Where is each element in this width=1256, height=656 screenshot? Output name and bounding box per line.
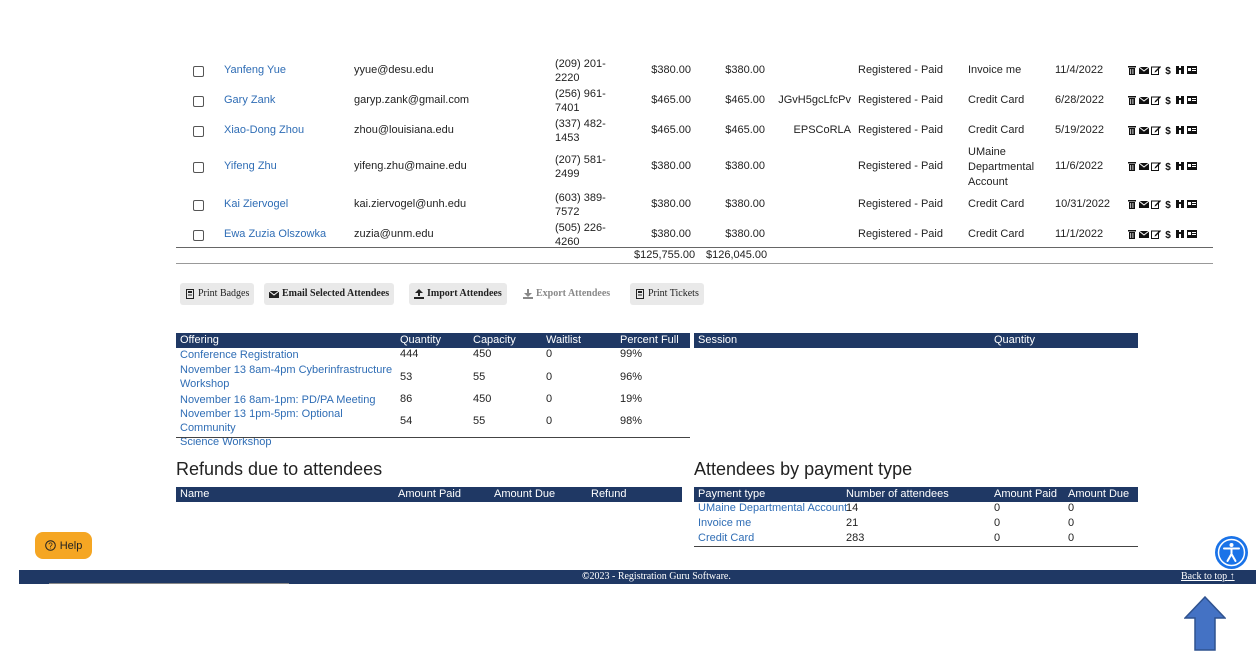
attendee-phone: (505) 226- 4260 xyxy=(555,221,606,248)
amount-due: $465.00 xyxy=(725,123,765,136)
offering-link[interactable]: November 13 1pm-5pm: Optional Community Science Workshop xyxy=(180,408,343,448)
offering-percent-full: 98% xyxy=(620,414,643,427)
offering-quantity: 444 xyxy=(400,348,419,360)
discount-code: EPSCoRLA xyxy=(793,123,851,136)
refund-amount-due-header: Amount Due xyxy=(494,488,556,500)
print-tickets-label: Print Tickets xyxy=(648,288,699,299)
table-row xyxy=(176,86,1213,115)
attendee-name-link[interactable]: Yifeng Zhu xyxy=(224,160,277,172)
session-table-header xyxy=(694,333,1138,348)
attendee-phone: (207) 581- 2499 xyxy=(555,154,606,180)
payment-type-link[interactable]: Credit Card xyxy=(698,532,755,544)
registration-date: 11/4/2022 xyxy=(1055,63,1104,76)
export-attendees-label: Export Attendees xyxy=(536,288,611,299)
ticket-icon xyxy=(635,289,645,299)
registration-status: Registered - Paid xyxy=(858,123,943,136)
amount-paid: $380.00 xyxy=(651,197,691,210)
binoculars-icon[interactable] xyxy=(1175,199,1185,209)
id-card-icon[interactable] xyxy=(1187,199,1197,209)
id-card-icon[interactable] xyxy=(1187,65,1197,75)
pt-amount-paid-header: Amount Paid xyxy=(994,488,1057,500)
edit-icon[interactable] xyxy=(1151,65,1161,75)
svg-text:$: $ xyxy=(1165,229,1171,239)
offering-header: Offering xyxy=(180,334,219,346)
offering-quantity: 86 xyxy=(400,393,413,405)
dollar-icon[interactable] xyxy=(1163,229,1173,239)
trash-icon[interactable] xyxy=(1127,65,1137,75)
offering-waitlist: 0 xyxy=(546,370,553,383)
binoculars-icon[interactable] xyxy=(1175,95,1185,105)
trash-icon[interactable] xyxy=(1127,229,1137,239)
accessibility-icon xyxy=(1215,536,1248,569)
copyright xyxy=(582,570,731,584)
pt-amount-paid: 0 xyxy=(994,502,1001,514)
dollar-icon[interactable] xyxy=(1163,199,1173,209)
svg-text:$: $ xyxy=(1165,125,1171,135)
payment-method: UMaine Departmental Account xyxy=(968,145,1035,188)
envelope-icon[interactable] xyxy=(1139,125,1149,135)
back-to-top-link[interactable] xyxy=(1181,570,1235,584)
offering-quantity: 54 xyxy=(400,414,413,427)
payment-type-title: Attendees by payment type xyxy=(694,459,913,479)
row-checkbox[interactable] xyxy=(193,96,204,107)
attendee-name-link[interactable]: Ewa Zuzia Olszowka xyxy=(224,227,327,240)
amount-due: $380.00 xyxy=(725,197,765,210)
print-badges-button[interactable] xyxy=(180,283,254,305)
row-actions xyxy=(1127,199,1197,209)
row-actions xyxy=(1127,229,1197,239)
binoculars-icon[interactable] xyxy=(1175,161,1185,171)
id-card-icon[interactable] xyxy=(1187,125,1197,135)
payment-type-header: Payment type xyxy=(698,488,766,500)
row-actions xyxy=(1127,161,1197,171)
attendee-count: 14 xyxy=(846,502,859,514)
svg-text:$: $ xyxy=(1165,162,1171,171)
pt-amount-due-header: Amount Due xyxy=(1068,488,1130,500)
offering-waitlist: 0 xyxy=(546,414,553,427)
envelope-icon[interactable] xyxy=(1139,199,1149,209)
import-attendees-button[interactable] xyxy=(409,283,507,305)
row-checkbox[interactable] xyxy=(193,126,204,137)
table-bottom-divider xyxy=(176,263,1213,264)
row-actions xyxy=(1127,65,1197,75)
attendee-count: 283 xyxy=(846,532,865,544)
quantity-header: Quantity xyxy=(400,334,441,346)
envelope-icon xyxy=(269,289,279,299)
payment-method: Credit Card xyxy=(968,124,1025,136)
offering-capacity: 55 xyxy=(473,370,486,383)
registration-date: 11/6/2022 xyxy=(1055,160,1104,172)
session-quantity-header: Quantity xyxy=(994,334,1035,346)
number-of-attendees-header: Number of attendees xyxy=(846,488,949,500)
dollar-icon[interactable] xyxy=(1163,65,1173,75)
registration-date: 10/31/2022 xyxy=(1055,197,1111,210)
edit-icon[interactable] xyxy=(1151,125,1161,135)
list-item xyxy=(694,502,1138,516)
registration-status: Registered - Paid xyxy=(858,227,943,240)
amount-paid: $380.00 xyxy=(651,63,691,76)
attendee-phone: (256) 961- 7401 xyxy=(555,87,606,114)
payment-method: Credit Card xyxy=(968,94,1025,106)
attendee-email: garyp.zank@gmail.com xyxy=(354,93,470,106)
amount-due: $465.00 xyxy=(725,93,765,106)
download-icon xyxy=(523,289,533,299)
pt-amount-due: 0 xyxy=(1068,517,1075,529)
registration-date: 5/19/2022 xyxy=(1055,123,1104,136)
trash-icon[interactable] xyxy=(1127,161,1137,171)
payment-method: Invoice me xyxy=(968,64,1022,76)
offering-capacity: 450 xyxy=(473,348,492,360)
offering-table-header xyxy=(176,333,690,348)
table-row xyxy=(176,116,1213,145)
binoculars-icon[interactable] xyxy=(1175,229,1185,239)
trash-icon[interactable] xyxy=(1127,199,1137,209)
attendee-email: kai.ziervogel@unh.edu xyxy=(354,197,467,210)
table-row xyxy=(176,145,1213,189)
offering-link[interactable]: November 13 8am-4pm Cyberinfrastructure Workshop xyxy=(180,364,393,390)
offering-waitlist: 0 xyxy=(546,348,553,360)
attendee-count: 21 xyxy=(846,517,859,529)
registration-status: Registered - Paid xyxy=(858,93,943,106)
svg-text:$: $ xyxy=(1165,95,1171,105)
refund-header: Refund xyxy=(591,488,627,500)
offering-link[interactable]: Conference Registration xyxy=(180,349,299,361)
amount-due: $380.00 xyxy=(725,227,765,240)
offering-percent-full: 96% xyxy=(620,370,643,383)
registration-date: 6/28/2022 xyxy=(1055,93,1104,106)
registration-status: Registered - Paid xyxy=(858,160,943,172)
capacity-header: Capacity xyxy=(473,334,516,346)
print-tickets-button[interactable] xyxy=(630,283,704,305)
dollar-icon[interactable] xyxy=(1163,95,1173,105)
question-icon xyxy=(45,540,56,551)
attendee-name-link[interactable]: Kai Ziervogel xyxy=(224,197,289,210)
list-item xyxy=(176,393,690,407)
email-selected-button[interactable] xyxy=(264,283,394,305)
table-row xyxy=(176,56,1213,85)
binoculars-icon[interactable] xyxy=(1175,125,1185,135)
scroll-up-arrow-icon[interactable] xyxy=(1184,596,1226,651)
copyright-text: 2023 - Registration Guru Software. xyxy=(589,571,731,582)
amount-due: $380.00 xyxy=(725,160,765,172)
edit-icon[interactable] xyxy=(1151,199,1161,209)
upload-icon xyxy=(414,289,424,299)
svg-text:$: $ xyxy=(1165,199,1171,209)
row-actions xyxy=(1127,125,1197,135)
pt-amount-paid: 0 xyxy=(994,532,1001,544)
table-row xyxy=(176,190,1213,219)
registration-status: Registered - Paid xyxy=(858,63,943,76)
waitlist-header: Waitlist xyxy=(546,334,582,346)
envelope-icon[interactable] xyxy=(1139,229,1149,239)
session-header: Session xyxy=(698,334,738,346)
offering-percent-full: 19% xyxy=(620,393,643,405)
binoculars-icon[interactable] xyxy=(1175,65,1185,75)
id-card-icon[interactable] xyxy=(1187,161,1197,171)
pt-amount-due: 0 xyxy=(1068,502,1075,514)
row-checkbox[interactable] xyxy=(193,200,204,211)
dollar-icon[interactable] xyxy=(1163,125,1173,135)
print-badges-label: Print Badges xyxy=(198,288,250,299)
total-amount-due: $126,045.00 xyxy=(706,249,768,261)
amount-due: $380.00 xyxy=(725,63,765,76)
payment-type-link[interactable]: UMaine Departmental Account xyxy=(698,502,848,514)
percent-full-header: Percent Full xyxy=(620,334,679,346)
registration-status: Registered - Paid xyxy=(858,197,943,210)
attendee-email: zhou@louisiana.edu xyxy=(354,123,454,136)
svg-text:$: $ xyxy=(1165,65,1171,75)
trash-icon[interactable] xyxy=(1127,95,1137,105)
row-checkbox[interactable] xyxy=(193,66,204,77)
total-amount-paid: $125,755.00 xyxy=(634,249,696,261)
table-row xyxy=(176,220,1213,249)
amount-paid: $465.00 xyxy=(651,123,691,136)
list-item xyxy=(176,348,690,362)
export-attendees-button[interactable] xyxy=(518,283,615,305)
id-card-icon[interactable] xyxy=(1187,95,1197,105)
envelope-icon[interactable] xyxy=(1139,161,1149,171)
amount-paid: $380.00 xyxy=(651,227,691,240)
copyright-icon: © xyxy=(582,571,590,582)
id-card-icon[interactable] xyxy=(1187,229,1197,239)
row-checkbox[interactable] xyxy=(193,230,204,241)
edit-icon[interactable] xyxy=(1151,161,1161,171)
amount-paid: $380.00 xyxy=(651,160,691,172)
attendee-phone: (209) 201- 2220 xyxy=(555,57,606,84)
list-item xyxy=(176,407,690,448)
trash-icon[interactable] xyxy=(1127,125,1137,135)
edit-icon[interactable] xyxy=(1151,229,1161,239)
refund-name-header: Name xyxy=(180,488,210,500)
envelope-icon[interactable] xyxy=(1139,95,1149,105)
back-to-top-label: Back to top xyxy=(1181,571,1228,582)
payment-type-link[interactable]: Invoice me xyxy=(698,517,752,529)
pt-amount-due: 0 xyxy=(1068,532,1075,544)
offering-capacity: 55 xyxy=(473,414,486,427)
attendee-email: yifeng.zhu@maine.edu xyxy=(354,160,467,172)
discount-code: JGvH5gcLfcPv xyxy=(778,93,851,106)
offering-quantity: 53 xyxy=(400,370,413,383)
refund-amount-paid-header: Amount Paid xyxy=(398,488,461,500)
dollar-icon[interactable] xyxy=(1163,161,1173,171)
refunds-table-header xyxy=(176,487,682,502)
payment-type-table-header xyxy=(694,487,1138,502)
offering-table-bottom xyxy=(176,437,690,438)
email-selected-label: Email Selected Attendees xyxy=(282,288,390,299)
footer xyxy=(19,570,1256,584)
attendee-name-link[interactable]: Gary Zank xyxy=(224,93,276,106)
edit-icon[interactable] xyxy=(1151,95,1161,105)
offering-waitlist: 0 xyxy=(546,393,553,405)
help-label: Help xyxy=(59,539,83,552)
offering-percent-full: 99% xyxy=(620,348,643,360)
list-item xyxy=(176,363,690,392)
accessibility-button[interactable] xyxy=(1215,536,1248,569)
list-item xyxy=(694,517,1138,531)
attendee-email: zuzia@unm.edu xyxy=(354,227,434,240)
attendee-phone: (603) 389- 7572 xyxy=(555,191,606,218)
amount-paid: $465.00 xyxy=(651,93,691,106)
totals-divider xyxy=(176,247,1213,248)
payment-type-table-bottom xyxy=(694,546,1138,547)
refunds-title: Refunds due to attendees xyxy=(176,459,383,479)
footer-underline xyxy=(49,583,289,584)
offering-capacity: 450 xyxy=(473,393,492,405)
payment-method: Credit Card xyxy=(968,228,1025,240)
pt-amount-paid: 0 xyxy=(994,517,1001,529)
attendee-name-link[interactable]: Yanfeng Yue xyxy=(224,63,286,76)
list-item xyxy=(694,532,1138,546)
import-attendees-label: Import Attendees xyxy=(427,288,502,299)
attendee-phone: (337) 482- 1453 xyxy=(555,117,606,144)
row-checkbox[interactable] xyxy=(193,162,204,173)
offering-link[interactable]: November 16 8am-1pm: PD/PA Meeting xyxy=(180,394,376,406)
attendee-name-link[interactable]: Xiao-Dong Zhou xyxy=(224,123,305,136)
badge-icon xyxy=(185,289,195,299)
row-actions xyxy=(1127,95,1197,105)
svg-text:?: ? xyxy=(47,541,53,551)
payment-method: Credit Card xyxy=(968,198,1025,210)
registration-date: 11/1/2022 xyxy=(1055,227,1104,240)
envelope-icon[interactable] xyxy=(1139,65,1149,75)
attendee-email: yyue@desu.edu xyxy=(354,63,434,76)
help-button[interactable] xyxy=(35,532,92,559)
arrow-up-icon: ↑ xyxy=(1227,571,1235,582)
